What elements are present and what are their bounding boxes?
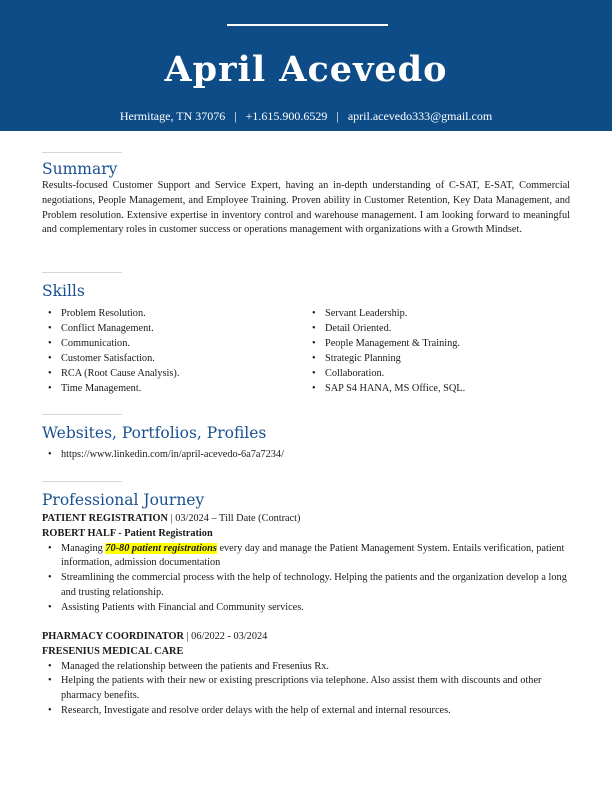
header-divider bbox=[227, 24, 388, 26]
section-divider bbox=[42, 152, 122, 153]
skill-text: RCA (Root Cause Analysis). bbox=[61, 368, 180, 379]
job-dates: | 03/2024 – Till Date (Contract) bbox=[167, 513, 301, 524]
section-divider bbox=[42, 481, 122, 482]
skill-text: Strategic Planning bbox=[325, 353, 401, 364]
skill-text: Collaboration. bbox=[325, 368, 385, 379]
bullet-icon: • bbox=[312, 308, 316, 319]
separator: | bbox=[234, 109, 237, 123]
duty-text: Managing bbox=[61, 542, 106, 554]
journey-heading: Professional Journey bbox=[42, 491, 205, 509]
job-entry bbox=[42, 630, 572, 719]
duty-text: Managed the relationship between the patients and Fresenius Rx. bbox=[61, 660, 329, 672]
bullet-icon: • bbox=[48, 383, 52, 394]
job-dates: | 06/2022 - 03/2024 bbox=[183, 631, 268, 642]
job-title: PATIENT REGISTRATION bbox=[42, 513, 168, 524]
bullet-icon: • bbox=[312, 323, 316, 334]
bullet-icon: • bbox=[48, 338, 52, 349]
duty-text: Helping the patients with their new or existing prescriptions via telephone. Also assist them with discounts and other pharmacy benefits. bbox=[61, 675, 542, 702]
job-duties bbox=[42, 542, 572, 616]
skills-list-right bbox=[306, 307, 465, 397]
bullet-icon: • bbox=[48, 353, 52, 364]
list-item bbox=[306, 382, 465, 397]
bullet-icon: • bbox=[312, 338, 316, 349]
list-item bbox=[42, 382, 179, 397]
candidate-name: April Acevedo bbox=[164, 49, 448, 90]
bullet-icon: • bbox=[312, 353, 316, 364]
list-item bbox=[42, 660, 572, 675]
skill-text: People Management & Training. bbox=[325, 338, 460, 349]
websites-list bbox=[42, 448, 284, 463]
list-item bbox=[306, 337, 465, 352]
list-item bbox=[42, 352, 179, 367]
bullet-icon: • bbox=[48, 660, 52, 672]
skill-text: Customer Satisfaction. bbox=[61, 353, 155, 364]
list-item bbox=[42, 337, 179, 352]
section-divider bbox=[42, 272, 122, 273]
bullet-icon: • bbox=[48, 704, 52, 716]
bullet-icon: • bbox=[312, 368, 316, 379]
bullet-icon: • bbox=[48, 323, 52, 334]
list-item bbox=[42, 674, 572, 704]
contact-line bbox=[0, 109, 612, 124]
websites-heading: Websites, Portfolios, Profiles bbox=[42, 424, 267, 442]
list-item bbox=[306, 307, 465, 322]
skill-text: Time Management. bbox=[61, 383, 142, 394]
list-item bbox=[306, 352, 465, 367]
job-title: PHARMACY COORDINATOR bbox=[42, 631, 184, 642]
job-entry bbox=[42, 512, 572, 616]
list-item bbox=[306, 367, 465, 382]
skills-heading: Skills bbox=[42, 282, 85, 300]
job-header bbox=[42, 630, 572, 645]
skill-text: Conflict Management. bbox=[61, 323, 154, 334]
bullet-icon: • bbox=[48, 542, 52, 554]
bullet-icon: • bbox=[48, 449, 52, 460]
email-link[interactable]: april.acevedo333@gmail.com bbox=[347, 109, 493, 123]
company-name: FRESENIUS MEDICAL CARE bbox=[42, 645, 184, 657]
header-banner bbox=[0, 0, 612, 131]
list-item bbox=[42, 542, 572, 572]
separator: | bbox=[336, 109, 339, 123]
bullet-icon: • bbox=[48, 308, 52, 319]
skills-list-left bbox=[42, 307, 179, 397]
location: Hermitage, TN 37076 bbox=[119, 109, 226, 123]
list-item bbox=[42, 322, 179, 337]
duty-text: Assisting Patients with Financial and Community services. bbox=[61, 601, 304, 613]
bullet-icon: • bbox=[312, 383, 316, 394]
list-item bbox=[42, 601, 572, 616]
list-item bbox=[42, 704, 572, 719]
duty-text: Streamlining the commercial process with the help of technology. Helping the patients and the organization develop a long and trusting relationship. bbox=[61, 572, 567, 598]
phone: +1.615.900.6529 bbox=[245, 109, 328, 123]
linkedin-link[interactable]: https://www.linkedin.com/in/april-acevedo-6a7a7234/ bbox=[61, 449, 284, 460]
bullet-icon: • bbox=[48, 368, 52, 379]
list-item bbox=[306, 322, 465, 337]
job-duties bbox=[42, 660, 572, 719]
bullet-icon: • bbox=[48, 601, 52, 613]
list-item bbox=[42, 571, 572, 601]
summary-heading: Summary bbox=[42, 160, 118, 178]
bullet-icon: • bbox=[48, 572, 52, 584]
skill-text: Problem Resolution. bbox=[61, 308, 146, 319]
duty-text: Research, Investigate and resolve order delays with the help of external and internal resources. bbox=[61, 704, 451, 716]
list-item bbox=[42, 448, 284, 463]
skill-text: Detail Oriented. bbox=[325, 323, 392, 334]
skill-text: Communication. bbox=[61, 338, 130, 349]
summary-text: Results-focused Customer Support and Service Expert, having an in-depth understanding of C-SAT, E-SAT, Commercial negotiations, People Management, and Employee Training. Proven ability in Customer Retention, Key Data Management, and Problem resolution. Extensive expertise in inventory control and warehouse management. I am looking forward to meaningful and complementary roles in customer success or operations management with organizations with a Growth Mindset. bbox=[42, 180, 570, 236]
highlighted-text: 70-80 patient registrations bbox=[105, 542, 217, 554]
skill-text: Servant Leadership. bbox=[325, 308, 408, 319]
duty-text: every day and manage the Patient Management System. Entails verification, patient information, admission documentation bbox=[61, 542, 565, 569]
section-divider bbox=[42, 414, 122, 415]
list-item bbox=[42, 367, 179, 382]
list-item bbox=[42, 307, 179, 322]
bullet-icon: • bbox=[48, 675, 52, 687]
job-header bbox=[42, 512, 572, 527]
skill-text: SAP S4 HANA, MS Office, SQL. bbox=[325, 383, 466, 394]
company-name: ROBERT HALF - Patient Registration bbox=[42, 527, 213, 539]
